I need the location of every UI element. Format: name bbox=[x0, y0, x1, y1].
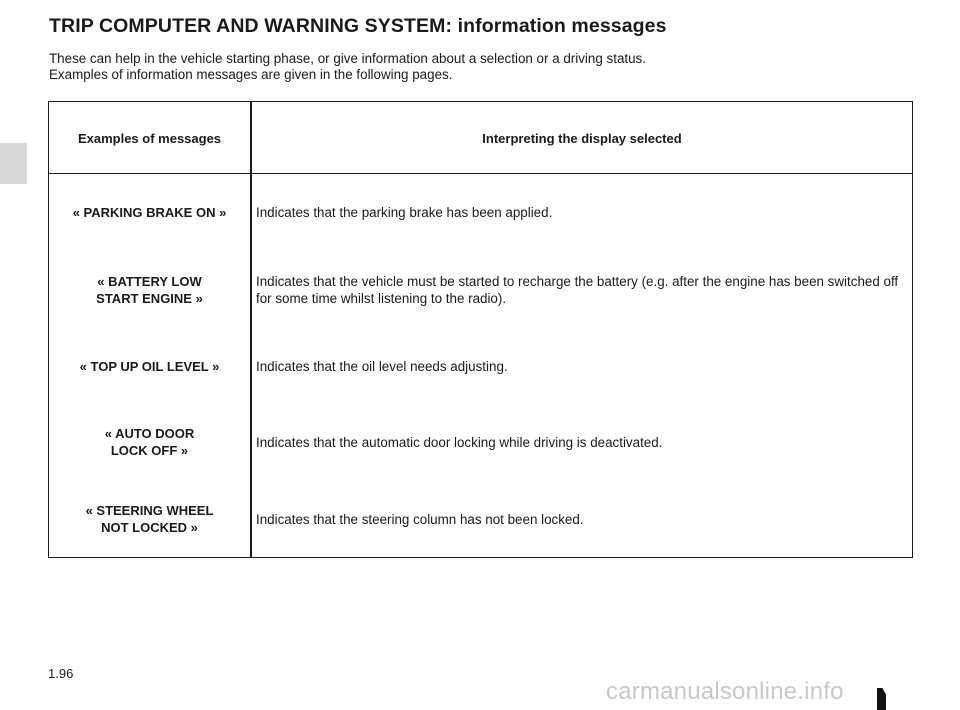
table-header bbox=[49, 102, 912, 174]
message-cell bbox=[49, 273, 250, 307]
description-cell bbox=[256, 425, 911, 451]
message-line: « STEERING WHEEL bbox=[85, 503, 214, 518]
page-title: TRIP COMPUTER AND WARNING SYSTEM: information messages bbox=[49, 15, 667, 37]
header-interpretation: Interpreting the display selected bbox=[482, 131, 682, 146]
watermark-text: carmanualsonline.info bbox=[606, 678, 844, 705]
description-cell bbox=[256, 502, 911, 528]
intro-line: Examples of information messages are given in the following pages. bbox=[49, 67, 453, 82]
chapter-side-tab bbox=[0, 143, 27, 184]
message-cell bbox=[49, 425, 250, 459]
description-text: Indicates that the steering column has not been locked. bbox=[256, 512, 584, 527]
page-corner-marker bbox=[877, 688, 886, 710]
description-cell: Indicates that the parking brake has been applied. bbox=[256, 205, 553, 220]
page-number: 1.96 bbox=[48, 666, 74, 681]
intro-paragraph bbox=[49, 51, 909, 83]
messages-table bbox=[48, 101, 913, 558]
message-cell bbox=[49, 358, 250, 375]
message-line: « PARKING BRAKE ON » bbox=[72, 205, 227, 220]
description-cell: Indicates that the vehicle must be started to recharge the battery (e.g. after the engine has been switched off for some time whilst listening to the radio). bbox=[256, 274, 899, 306]
intro-line: These can help in the vehicle starting phase, or give information about a selection or a driving status. bbox=[49, 51, 646, 66]
message-line: « BATTERY LOW bbox=[97, 274, 202, 289]
message-line: « TOP UP OIL LEVEL » bbox=[79, 359, 220, 374]
message-line: START ENGINE » bbox=[96, 291, 203, 306]
header-messages: Examples of messages bbox=[77, 131, 222, 146]
message-line: LOCK OFF » bbox=[110, 443, 189, 458]
description-text: Indicates that the automatic door locking while driving is deactivated. bbox=[256, 435, 663, 450]
message-line: « AUTO DOOR bbox=[104, 426, 195, 441]
message-cell bbox=[49, 502, 250, 536]
description-cell: Indicates that the oil level needs adjusting. bbox=[256, 359, 508, 374]
message-line: NOT LOCKED » bbox=[101, 520, 198, 535]
message-cell bbox=[49, 204, 250, 221]
